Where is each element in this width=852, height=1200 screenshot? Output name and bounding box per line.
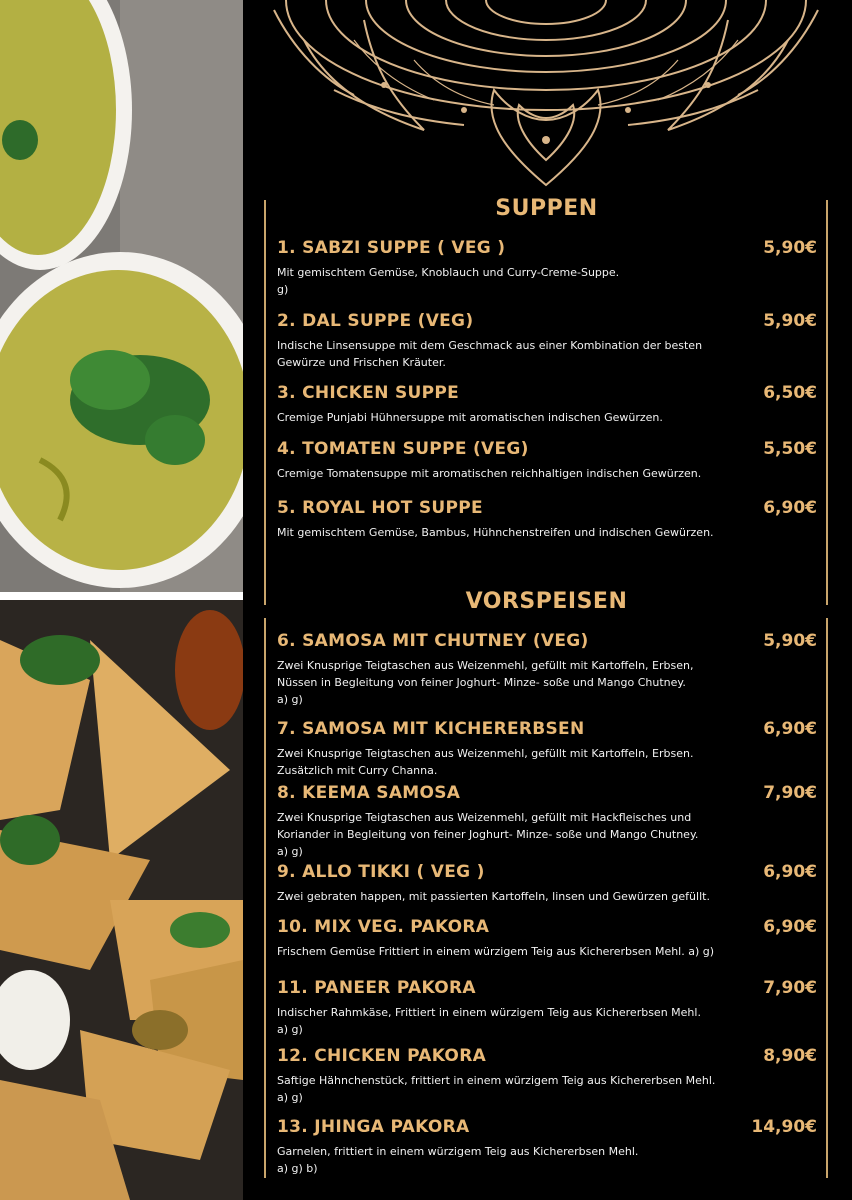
item-price: 5,90€ xyxy=(763,631,817,651)
item-description: Cremige Punjabi Hühnersuppe mit aromatischen indischen Gewürzen. xyxy=(277,411,663,424)
menu-item xyxy=(277,383,817,426)
menu-item xyxy=(277,311,817,371)
photo-divider xyxy=(0,592,243,600)
item-description: Zwei Knusprige Teigtaschen aus Weizenmehl, gefüllt mit Hackfleisches und Koriander in Begleitung von feiner Joghurt- Minze- soße und Mango Chutney. a) g) xyxy=(277,811,699,858)
menu-item xyxy=(277,439,817,482)
menu-item xyxy=(277,631,817,708)
frame-left-bottom xyxy=(264,618,266,1178)
menu-item xyxy=(277,862,817,905)
item-description: Mit gemischtem Gemüse, Bambus, Hühnchenstreifen und indischen Gewürzen. xyxy=(277,526,714,539)
item-description: Indische Linsensuppe mit dem Geschmack aus einer Kombination der besten Gewürze und Frischen Kräuter. xyxy=(277,339,703,369)
item-description: Mit gemischtem Gemüse, Knoblauch und Curry-Creme-Suppe. g) xyxy=(277,266,620,296)
item-name: 11. PANEER PAKORA xyxy=(277,978,476,998)
item-price: 6,90€ xyxy=(763,862,817,882)
section-title-vorspeisen: VORSPEISEN xyxy=(465,589,628,614)
item-price: 6,90€ xyxy=(763,719,817,739)
mandala-ornament xyxy=(264,0,828,190)
item-price: 8,90€ xyxy=(763,1046,817,1066)
item-description: Zwei Knusprige Teigtaschen aus Weizenmehl, gefüllt mit Kartoffeln, Erbsen. Zusätzlich mit Curry Channa. xyxy=(277,747,694,777)
item-name: 10. MIX VEG. PAKORA xyxy=(277,917,490,937)
item-name: 1. SABZI SUPPE ( VEG ) xyxy=(277,238,506,258)
item-price: 7,90€ xyxy=(763,783,817,803)
item-description: Frischem Gemüse Frittiert in einem würzigem Teig aus Kichererbsen Mehl. a) g) xyxy=(277,945,715,958)
section-title-suppen: SUPPEN xyxy=(495,196,598,221)
frame-left-top xyxy=(264,200,266,605)
item-description: Indischer Rahmkäse, Frittiert in einem würzigem Teig aus Kichererbsen Mehl. a) g) xyxy=(277,1006,701,1036)
frame-right-top xyxy=(826,200,828,605)
item-name: 5. ROYAL HOT SUPPE xyxy=(277,498,483,518)
menu-item xyxy=(277,238,817,298)
item-price: 14,90€ xyxy=(751,1117,817,1137)
samosa-photo xyxy=(0,600,243,1200)
item-price: 5,90€ xyxy=(763,238,817,258)
item-description: Saftige Hähnchenstück, frittiert in einem würzigem Teig aus Kichererbsen Mehl. a) g) xyxy=(277,1074,716,1104)
item-price: 7,90€ xyxy=(763,978,817,998)
item-name: 8. KEEMA SAMOSA xyxy=(277,783,461,803)
item-description: Zwei Knusprige Teigtaschen aus Weizenmehl, gefüllt mit Kartoffeln, Erbsen, Nüssen in Begleitung von feiner Joghurt- Minze- soße und Mango Chutney. a) g) xyxy=(277,659,694,706)
item-name: 4. TOMATEN SUPPE (VEG) xyxy=(277,439,529,459)
item-name: 7. SAMOSA MIT KICHERERBSEN xyxy=(277,719,585,739)
menu-item xyxy=(277,719,817,779)
menu-item xyxy=(277,1117,817,1177)
item-price: 6,50€ xyxy=(763,383,817,403)
menu-item xyxy=(277,917,817,960)
item-description: Zwei gebraten happen, mit passierten Kartoffeln, linsen und Gewürzen gefüllt. xyxy=(277,890,710,903)
item-name: 3. CHICKEN SUPPE xyxy=(277,383,460,403)
item-price: 5,50€ xyxy=(763,439,817,459)
item-name: 2. DAL SUPPE (VEG) xyxy=(277,311,474,331)
menu-item xyxy=(277,498,817,541)
item-description: Garnelen, frittiert in einem würzigem Teig aus Kichererbsen Mehl. a) g) b) xyxy=(277,1145,639,1175)
item-name: 13. JHINGA PAKORA xyxy=(277,1117,470,1137)
frame-right-bottom xyxy=(826,618,828,1178)
menu-item xyxy=(277,783,817,860)
item-price: 6,90€ xyxy=(763,498,817,518)
item-name: 6. SAMOSA MIT CHUTNEY (VEG) xyxy=(277,631,589,651)
menu-item xyxy=(277,1046,817,1106)
item-name: 9. ALLO TIKKI ( VEG ) xyxy=(277,862,485,882)
item-description: Cremige Tomatensuppe mit aromatischen reichhaltigen indischen Gewürzen. xyxy=(277,467,702,480)
soup-photo xyxy=(0,0,243,592)
item-price: 6,90€ xyxy=(763,917,817,937)
item-name: 12. CHICKEN PAKORA xyxy=(277,1046,487,1066)
item-price: 5,90€ xyxy=(763,311,817,331)
menu-item xyxy=(277,978,817,1038)
